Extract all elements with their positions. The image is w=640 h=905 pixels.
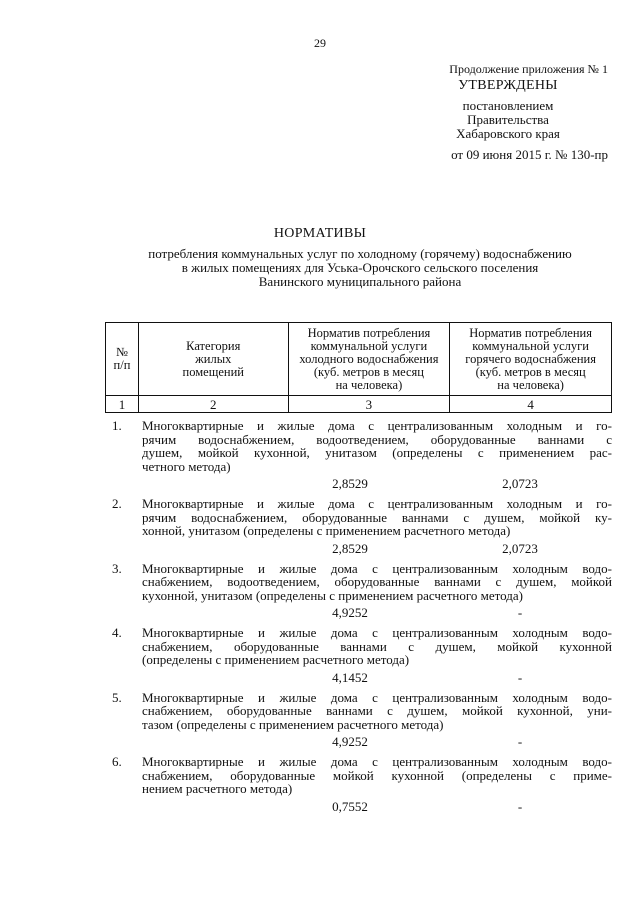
header-hot-water: Норматив потребления коммунальной услуги горячего водоснабжения (куб. метров в месяц на человека) [450, 323, 612, 396]
table-row [112, 497, 612, 558]
hot-water-value: - [517, 734, 523, 749]
approved-heading: УТВЕРЖДЕНЫ [458, 78, 558, 93]
row-text-line: нением расчетного метода) [142, 781, 293, 796]
row-number: 5. [112, 689, 122, 705]
hot-water-value: - [517, 669, 523, 685]
document-subtitle [105, 247, 615, 289]
row-values [112, 734, 612, 751]
table-row [112, 755, 612, 816]
row-number: 2. [112, 496, 122, 511]
approval-block [408, 62, 608, 162]
decree-text [408, 99, 608, 141]
hot-water-value: - [517, 605, 523, 620]
norms-rows [112, 419, 612, 820]
header-category: Категория жилых помещений [138, 323, 288, 396]
table-row [112, 562, 612, 623]
table-row [112, 419, 612, 493]
row-text-line: Многоквартирные и жилые дома с централизованным холодным водо- [142, 754, 612, 769]
row-text-line: Многоквартирные и жилые дома с централизованным холодным водо- [142, 625, 612, 640]
row-description [112, 691, 612, 732]
document-title: НОРМАТИВЫ [273, 226, 367, 241]
cold-water-value: 2,8529 [332, 476, 368, 491]
table-row [112, 626, 612, 687]
row-values [112, 605, 612, 622]
appendix-continuation: Продолжение приложения № 1 [449, 62, 608, 76]
column-number: 1 [106, 396, 139, 413]
row-text-line: снабжением, оборудованные ваннами с душем, мойкой кухонной [142, 638, 612, 654]
header-cold-water: Норматив потребления коммунальной услуги холодного водоснабжения (куб. метров в месяц на человека) [288, 323, 450, 396]
row-description [112, 497, 612, 538]
column-number: 4 [450, 396, 612, 413]
column-number: 3 [288, 396, 450, 413]
row-number: 4. [112, 625, 122, 640]
row-description [112, 626, 612, 667]
row-text-line: снабжением, оборудованные ваннами с душем, мойкой кухонной, уни- [142, 703, 612, 718]
row-values [112, 541, 612, 558]
row-number: 6. [112, 754, 122, 769]
row-description [112, 562, 612, 603]
cold-water-value: 4,9252 [332, 734, 368, 749]
row-text-line: душем, мойкой кухонной, унитазом (определены с применением рас- [142, 445, 612, 460]
row-text-line: четного метода) [142, 458, 231, 474]
column-number: 2 [138, 396, 288, 413]
cold-water-value: 2,8529 [332, 540, 368, 556]
row-text-line: кухонной, унитазом (определены с применением расчетного метода) [142, 587, 523, 603]
row-text-line: хонной, унитазом (определены с применением расчетного метода) [142, 523, 511, 538]
row-text-line: снабжением, оборудованные мойкой кухонной (определены с приме- [142, 767, 612, 783]
subtitle-line: в жилых помещениях для Уська-Орочского сельского поселения [181, 260, 539, 275]
row-text-line: (определены с применением расчетного метода) [142, 652, 410, 667]
row-values [112, 476, 612, 493]
table-row [112, 691, 612, 752]
row-text-line: рячим водоснабжением, оборудованные ваннами с душем, мойкой ку- [142, 509, 612, 525]
hot-water-value: 2,0723 [502, 476, 538, 491]
decree-date: от 09 июня 2015 г. № 130-пр [451, 147, 608, 162]
row-text-line: Многоквартирные и жилые дома с централизованным холодным водо- [142, 689, 612, 705]
cold-water-value: 4,1452 [332, 669, 368, 685]
row-text-line: Многоквартирные и жилые дома с централизованным холодным и го- [142, 496, 612, 511]
row-text-line: Многоквартирные и жилые дома с централизованным холодным и го- [142, 418, 612, 433]
row-description [112, 419, 612, 473]
cold-water-value: 0,7552 [332, 798, 368, 814]
row-text-line: снабжением, водоотведением, оборудованные ваннами с душем, мойкой [142, 574, 612, 589]
hot-water-value: 2,0723 [502, 540, 538, 556]
decree-line: Правительства [467, 112, 549, 127]
row-values [112, 799, 612, 816]
header-num: № п/п [106, 323, 139, 396]
hot-water-value: - [517, 798, 523, 814]
row-number: 1. [112, 418, 122, 433]
row-description [112, 755, 612, 796]
row-text-line: Многоквартирные и жилые дома с централизованным холодным водо- [142, 560, 612, 576]
cold-water-value: 4,9252 [332, 605, 368, 620]
row-number: 3. [112, 560, 122, 576]
norms-table-header [105, 322, 612, 413]
page-number: 29 [314, 36, 326, 50]
row-text-line: тазом (определены с применением расчетного метода) [142, 716, 444, 732]
row-values [112, 670, 612, 687]
subtitle-line: потребления коммунальных услуг по холодному (горячему) водоснабжению [148, 246, 572, 261]
decree-line: Хабаровского края [456, 126, 560, 141]
row-text-line: рячим водоснабжением, водоотведением, оборудованные ваннами с [142, 431, 612, 447]
decree-line: постановлением [462, 98, 554, 113]
subtitle-line: Ванинского муниципального района [258, 274, 462, 289]
